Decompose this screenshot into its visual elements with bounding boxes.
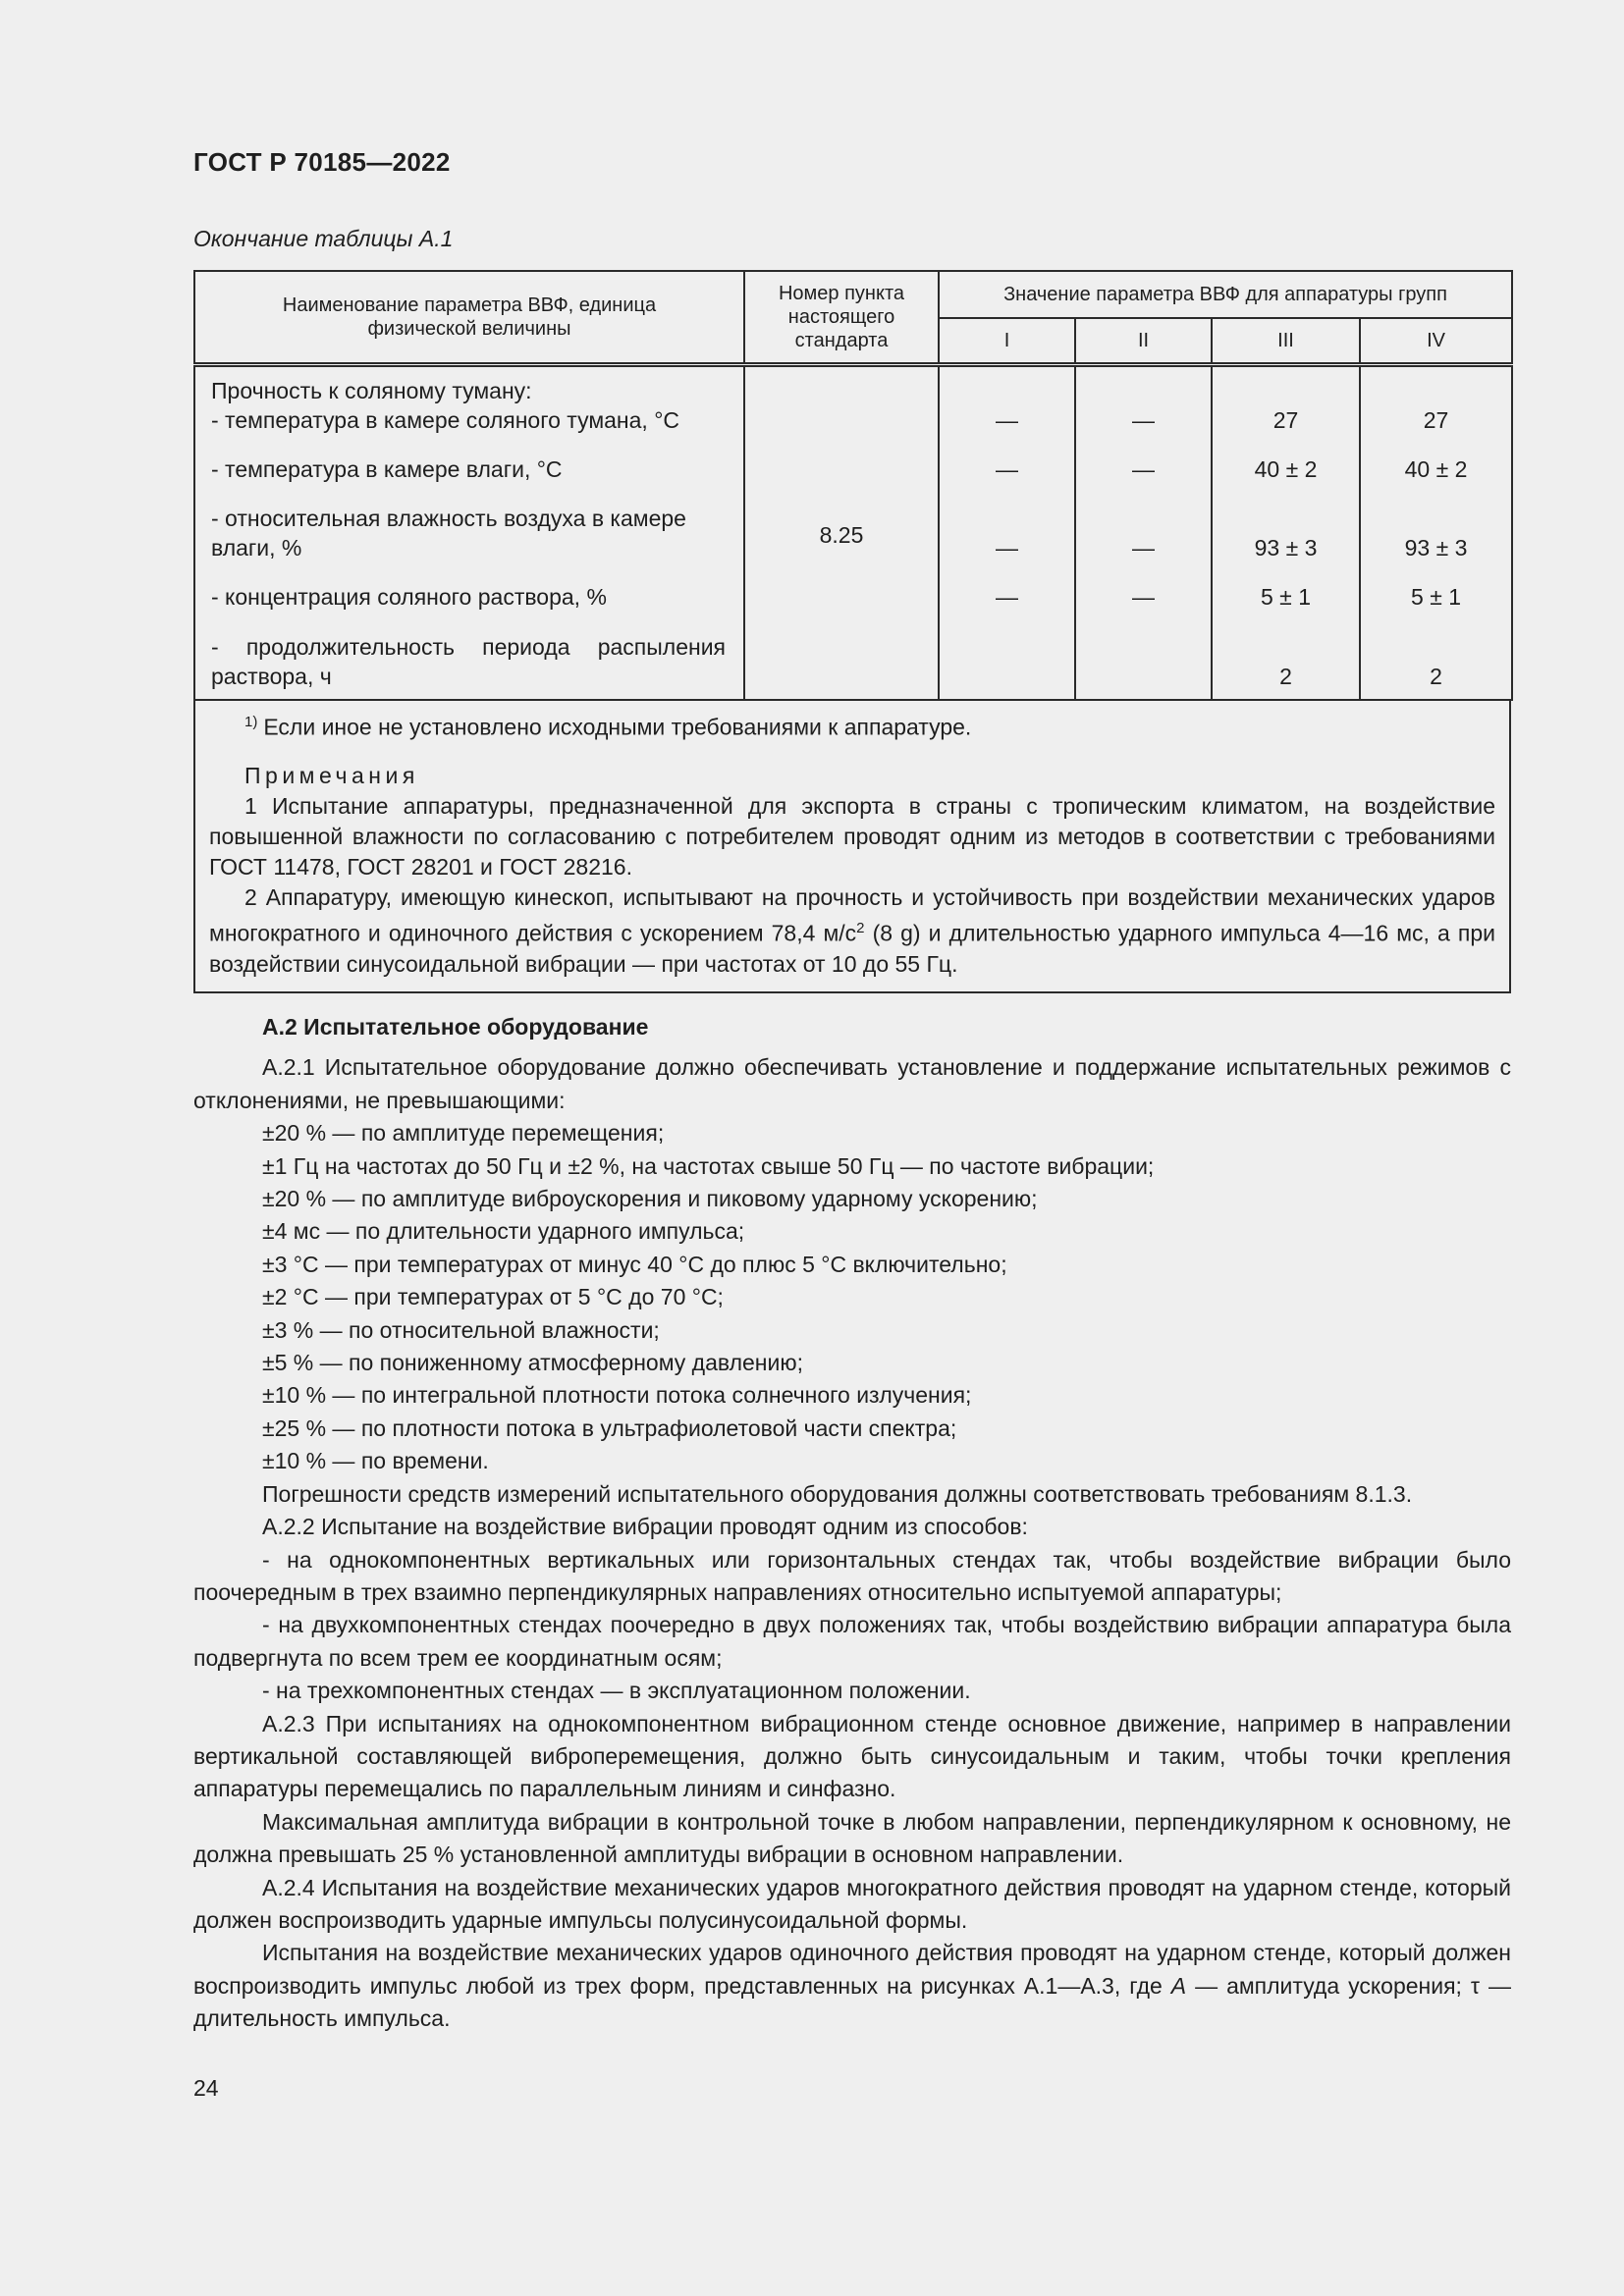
tolerance-item: ±3 % — по относительной влажности;	[262, 1316, 660, 1343]
tolerance-item: ±20 % — по амплитуде перемещения;	[262, 1120, 665, 1147]
value-r4-g4: 5 ± 1	[1411, 583, 1462, 610]
note-1: 1 Испытание аппаратуры, предназначенной для экспорта в страны с тропическим климатом, на воздействие повышенной влажности по согласованию с потребителем проводят одним из методов в соответствии с требованиями ГОСТ 11478, ГОСТ 28201 и ГОСТ 28216.	[209, 793, 1495, 881]
clause-value: 8.25	[819, 521, 864, 548]
group-iv-cell	[1360, 364, 1512, 700]
paragraph-a22: А.2.2 Испытание на воздействие вибрации проводят одним из способов:	[262, 1514, 1028, 1540]
paragraph-single-shock: Испытания на воздействие механических ударов одиночного действия проводят на ударном стенде, который должен воспроизводить импульс любой из трех форм, представленных на рисунках А.1—А.3, где А — амплитуда ускорения; τ — длительность импульса.	[193, 1940, 1511, 2032]
footnote	[209, 707, 1495, 743]
group-i-cell	[939, 364, 1075, 700]
value-r3-g1: —	[996, 534, 1018, 561]
footnote-mark: 1)	[244, 713, 258, 730]
note-2: 2 Аппаратуру, имеющую кинескоп, испытывают на прочность и устойчивость при воздействии механических ударов многократного и одиночного действия с ускорением 78,4 $м/с^2$ (8 g) и длительностью ударного импульса 4—16 мс, а при воздействии синусоидальной вибрации — при частотах от 10 до 55 Гц.	[209, 884, 1495, 977]
footnote-text: Если иное не установлено исходными требованиями к аппаратуре.	[263, 714, 972, 740]
document-code: ГОСТ Р 70185—2022	[193, 147, 451, 177]
value-r3-g4: 93 ± 3	[1404, 534, 1468, 561]
value-r5-g4: 2	[1430, 663, 1442, 689]
header-param: Наименование параметра ВВФ, единица физической величины	[194, 271, 744, 364]
value-r2-g3: 40 ± 2	[1254, 455, 1318, 482]
table-notes	[193, 701, 1511, 993]
tolerance-item: ±4 мс — по длительности ударного импульса;	[262, 1218, 745, 1245]
tolerance-item: ±3 °C — при температурах от минус 40 °C до плюс 5 °C включительно;	[262, 1251, 1007, 1277]
header-values: Значение параметра ВВФ для аппаратуры групп	[939, 271, 1512, 318]
paragraph-a21: А.2.1 Испытательное оборудование должно обеспечивать установление и поддержание испытательных режимов с отклонениями, не превышающими:	[193, 1054, 1511, 1113]
header-group-iii: III	[1212, 318, 1360, 364]
header-group-i: I	[939, 318, 1075, 364]
param-row-4: - концентрация соляного раствора, %	[211, 583, 607, 610]
notes-title: Примечания	[244, 763, 419, 789]
group-ii-cell	[1075, 364, 1212, 700]
tolerance-item: ±1 Гц на частотах до 50 Гц и ±2 %, на частотах свыше 50 Гц — по частоте вибрации;	[262, 1152, 1155, 1179]
table-a1	[193, 270, 1511, 993]
param-row-2: - температура в камере влаги, °C	[211, 455, 563, 482]
value-r3-g2: —	[1132, 534, 1155, 561]
value-r4-g3: 5 ± 1	[1261, 583, 1311, 610]
tolerance-item: ±25 % — по плотности потока в ультрафиолетовой части спектра;	[262, 1415, 957, 1441]
tolerance-item: ±2 °C — при температурах от 5 °C до 70 °C;	[262, 1284, 724, 1310]
page-number: 24	[193, 2075, 219, 2101]
param-row-1: - температура в камере соляного тумана, °C	[211, 406, 680, 433]
paragraph-a23: А.2.3 При испытаниях на однокомпонентном вибрационном стенде основное движение, например в направлении вертикальной составляющей виброперемещения, должно быть синусоидальным и таким, чтобы точки крепления аппаратуры перемещались по параллельным линиям и синфазно.	[193, 1710, 1511, 1802]
value-r4-g2: —	[1132, 583, 1155, 610]
param-row-3-line-2: влаги, %	[211, 534, 302, 561]
tolerance-item: ±5 % — по пониженному атмосферному давлению;	[262, 1350, 803, 1376]
method-item: - на однокомпонентных вертикальных или горизонтальных стендах так, чтобы воздействие вибрации было поочередным в трех взаимно перпендикулярных направлениях относительно испытуемой аппаратуры;	[193, 1546, 1511, 1605]
param-row-3-line-1: - относительная влажность воздуха в камере	[211, 505, 686, 531]
value-r1-g4: 27	[1423, 406, 1449, 433]
group-title: Прочность к соляному туману:	[211, 377, 532, 403]
param-row-5-line-2: раствора, ч	[211, 663, 332, 689]
paragraph-measurement: Погрешности средств измерений испытательного оборудования должны соответствовать требованиям 8.1.3.	[262, 1480, 1413, 1507]
value-r2-g1: —	[996, 455, 1018, 482]
method-item: - на двухкомпонентных стендах поочередно в двух положениях так, чтобы воздействию вибрации аппаратура была подвергнута по всем трем ее координатным осям;	[193, 1612, 1511, 1671]
value-r2-g2: —	[1132, 455, 1155, 482]
value-r3-g3: 93 ± 3	[1254, 534, 1318, 561]
section-title: А.2 Испытательное оборудование	[262, 1014, 649, 1040]
header-group-iv: IV	[1360, 318, 1512, 364]
header-group-ii: II	[1075, 318, 1212, 364]
tolerance-item: ±20 % — по амплитуде виброускорения и пиковому ударному ускорению;	[262, 1186, 1038, 1212]
section-a2	[193, 1011, 1511, 2036]
method-item: - на трехкомпонентных стендах — в эксплуатационном положении.	[262, 1678, 971, 1704]
param-names-cell	[194, 364, 744, 700]
value-r1-g3: 27	[1272, 406, 1299, 433]
value-r1-g1: —	[996, 406, 1018, 433]
parameters-table	[193, 270, 1513, 701]
paragraph-a24: А.2.4 Испытания на воздействие механических ударов многократного действия проводят на ударном стенде, который должен воспроизводить ударные импульсы полусинусоидальной формы.	[193, 1874, 1511, 1933]
value-r2-g4: 40 ± 2	[1404, 455, 1468, 482]
tolerance-item: ±10 % — по времени.	[262, 1448, 489, 1474]
header-clause: Номер пункта настоящего стандарта	[744, 271, 939, 364]
param-row-5-line-1: - продолжительность периода распыления	[211, 633, 726, 660]
value-r1-g2: —	[1132, 406, 1155, 433]
clause-cell	[744, 364, 939, 700]
tolerance-item: ±10 % — по интегральной плотности потока солнечного излучения;	[262, 1382, 972, 1409]
paragraph-max-amplitude: Максимальная амплитуда вибрации в контрольной точке в любом направлении, перпендикулярном к основному, не должна превышать 25 % установленной амплитуды вибрации в основном направлении.	[193, 1808, 1511, 1868]
value-r4-g1: —	[996, 583, 1018, 610]
group-iii-cell	[1212, 364, 1360, 700]
table-caption: Окончание таблицы А.1	[193, 226, 454, 251]
value-r5-g3: 2	[1279, 663, 1292, 689]
